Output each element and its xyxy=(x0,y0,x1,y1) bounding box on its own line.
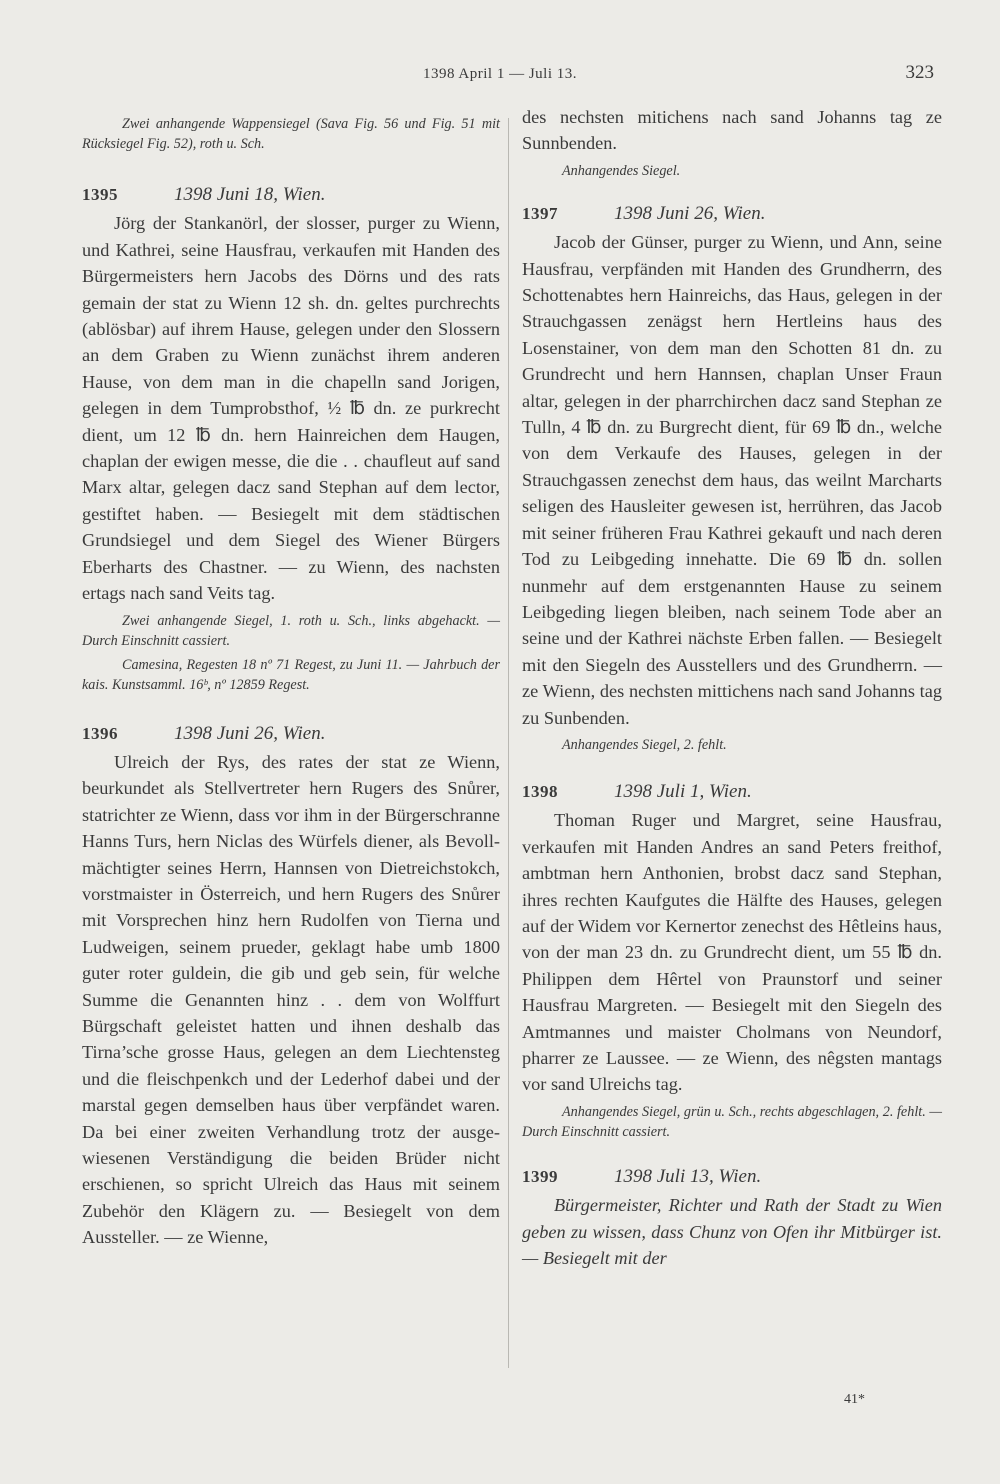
left-column xyxy=(82,104,500,1269)
entry-date: 1398 Juli 1, Wien. xyxy=(614,780,752,802)
entry-text: Ulreich der Rys, des rates der stat ze Wienn, beurkundet als Stellvertreter hern Rugers des Snůrer, statrichter ze Wienn, dass vor ihm in der Bürgerschranne Hanns Turs, hern Niclas des Würfels diener, als Bevollmächtigter seines Herrn, Hannsen von Dietreichstokch, vorstmaister in Österreich, und hern Rugers des Snůrer mit Vorsprechen hinz hern Rudolfen von Tierna und Ludweigen, seinem prueder, geklagt habe umb 1800 guter roter guldein, die gib und geb sein, für welche Summe die Genannten hinz . . dem von Wolffurt Bürgschaft geleistet hatten und ihnen deshalb das Tirna’sche grosse Haus, gelegen an dem Liechtensteg und die fleischpenkch und der Lederhof dabei und der marstal gegen demselben haus über verpfändet waren. Da bei einer zweiten Verhandlung trotz der ausgewiesenen Verständigung die beiden Brüder nicht erschienen, so spricht Ulreich das Haus mit seinem Zubehör den Klägern zu. — Besiegelt von dem Aussteller. — ze Wienne, xyxy=(82,751,500,1248)
entry-text: Jörg der Stankanörl, der slosser, purger zu Wienn, und Kathrei, seine Hausfrau, verkaufen mit Handen des Bürgermeisters hern Jacobs des Dörns und des rats gemain der stat zu Wienn 12 sh. dn. geltes purchrechts (ablösbar) auf ihrem Hause, gelegen under den Slossern an dem Graben zu Wienn zunächst ihrem anderen Hause, von dem man in die chapelln sand Jorigen, gelegen in dem Tumprobsthof, ½ ℔ dn. ze purkrecht dient, um 12 ℔ dn. hern Hainreichen dem Haugen, chaplan der ewigen messe, die die . . chaufleut auf sand Marx altar, gelegen dacz sand Stephan auf dem lector, gestiftet haben. — Besiegelt mit dem städtischen Grundsiegel und dem Siegel des Wiener Bürgers Eberharts des Chastner. — zu Wienn, des nachsten ertags nach sand Veits tag. xyxy=(82,213,500,604)
seal-note: Anhangendes Siegel, 2. fehlt. xyxy=(562,736,727,753)
entry-1397 xyxy=(522,201,942,755)
right-column xyxy=(522,104,942,1289)
entry-text: Bürgermeister, Richter und Rath der Stadt zu Wien geben zu wissen, dass Chunz von Ofen ihr Mitbürger ist. — Besiegelt mit der xyxy=(522,1195,942,1269)
entry-heading xyxy=(522,1164,942,1190)
entry-heading xyxy=(522,779,942,805)
running-title: 1398 April 1 — Juli 13. xyxy=(422,66,577,82)
entry-number: 1397 xyxy=(522,203,558,223)
entry-heading xyxy=(82,721,500,747)
entry-date: 1398 Juni 26, Wien. xyxy=(614,202,766,224)
seal-note: Anhangendes Siegel. xyxy=(562,162,681,179)
entry-heading xyxy=(82,182,500,208)
column-divider xyxy=(508,118,509,1368)
continued-text: des nechsten mitichens nach sand Johanns tag ze Sunnbenden. xyxy=(522,107,942,154)
entry-number: 1395 xyxy=(82,185,118,204)
page-header xyxy=(0,62,1000,90)
entry-number: 1398 xyxy=(522,781,558,801)
entry-date: 1398 Juni 18, Wien. xyxy=(174,184,326,205)
entry-text: Jacob der Günser, purger zu Wienn, und Ann, seine Hausfrau, verpfänden mit Handen des Grundherrn, des Schottenabtes hern Hainreichs, das Haus, gelegen in der Strauchgassen zenägst hern Hertleins haus des Losenstainer, von dem man den Schotten 81 dn. zu Grundrecht und hern Hannsen, chaplan Unser Fraun altar, gelegen in der pharrchirchen dacz sand Stephan ze Tulln, 4 ℔ dn. zu Burgrecht dient, für 69 ℔ dn., welche von dem Verkaufe des Hauses, gelegen in der Strauchgassen zenechst dem haus, das weilnt Marcharts seligen des Hausleiter gewesen ist, herrühren, das Jacob mit seiner früheren Frau Kathrei gekauft und nach deren Tod zu Leibgeding innehatte. Die 69 ℔ dn. sollen nunmehr auf dem erstgenannten Hause zu seinem Leibgeding liegen bleiben, nach seinem Tode aber an seine und der Kathrei nächste Erben fallen. — Besiegelt mit den Siegeln des Ausstellers und des Grundherrn. — ze Wienn, des nechsten mittichens nach sand Johanns tag zu Sunbenden. xyxy=(522,232,942,728)
entry-date: 1398 Juli 13, Wien. xyxy=(614,1165,762,1187)
seal-note: Zwei anhangende Wappensiegel (Sava Fig. 56 und Fig. 51 mit Rücksiegel Fig. 52), roth u. Sch. xyxy=(82,116,500,152)
entry-1399 xyxy=(522,1164,942,1272)
entry-1398 xyxy=(522,779,942,1142)
entry-text: Thoman Ruger und Margret, seine Hausfrau, verkaufen mit Handen Andres an sand Peters freithof, ambtman hern Anthonien, brobst dacz sand Stephan, ihres rechten Kaufgutes die Hälfte des Hauses, gelegen auf der Widem vor Kernertor zenechst des Hêtleins haus, von der man 23 dn. zu Grundrecht dient, um 55 ℔ dn. Philippen dem Hêrtel von Praunstorf und seiner Hausfrau Margreten. — Besiegelt mit den Siegeln des Amtmannes und maister Cholmans von Neundorf, pharrer ze Laussee. — ze Wienn, des nêgsten mantags vor sand Ulreichs tag. xyxy=(522,810,942,1095)
signature-mark: 41* xyxy=(844,1392,865,1407)
seal-note: Anhangendes Siegel, grün u. Sch., rechts abgeschlagen, 2. fehlt. — Durch Einschnitt cassiert. xyxy=(522,1103,942,1140)
entry-1396 xyxy=(82,721,500,1251)
entry-number: 1399 xyxy=(522,1166,558,1186)
seal-note: Zwei anhangende Siegel, 1. roth u. Sch., links abgehackt. — Durch Einschnitt cassiert. xyxy=(82,612,500,649)
entry-heading xyxy=(522,201,942,227)
page-number: 323 xyxy=(905,62,934,83)
reference-note: Camesina, Regesten 18 nº 71 Regest, zu Juni 11. — Jahrbuch der kais. Kunstsamml. 16ᵇ, nº 12859 Regest. xyxy=(82,656,500,693)
entry-1395 xyxy=(82,182,500,695)
entry-date: 1398 Juni 26, Wien. xyxy=(174,722,326,744)
entry-number: 1396 xyxy=(82,723,118,743)
